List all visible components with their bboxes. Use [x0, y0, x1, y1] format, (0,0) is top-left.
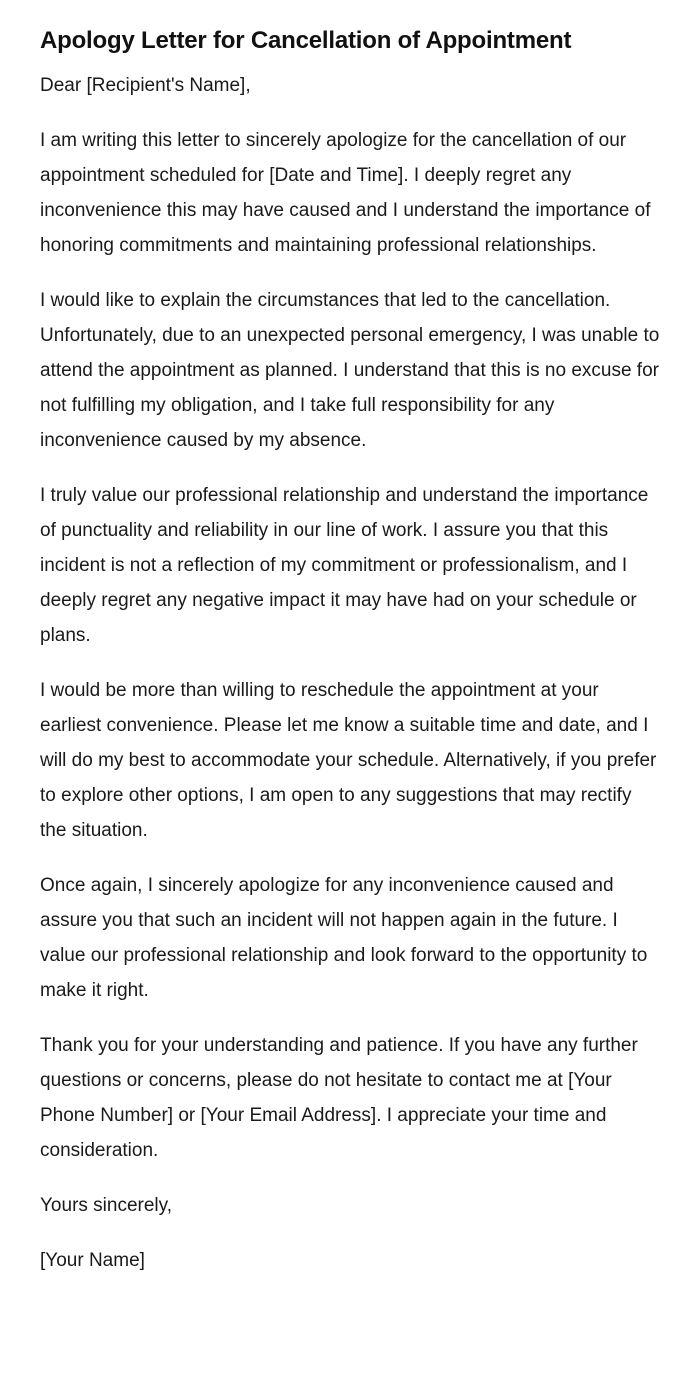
letter-paragraph-6: Thank you for your understanding and patience. If you have any further questions or concerns, please do not hesitate to contact me at [Your Phone Number] or [Your Email Address]. I appreciate your time and consideration.	[40, 1035, 638, 1161]
letter-signature: [Your Name]	[40, 1250, 145, 1271]
letter-paragraph-5: Once again, I sincerely apologize for any inconvenience caused and assure you that such an incident will not happen again in the future. I value our professional relationship and look forward to the opportunity to make it right.	[40, 875, 648, 1001]
letter-title: Apology Letter for Cancellation of Appointment	[40, 27, 572, 54]
letter-salutation: Dear [Recipient's Name],	[40, 75, 251, 96]
letter-paragraph-4: I would be more than willing to reschedule the appointment at your earliest convenience. Please let me know a suitable time and date, and I will do my best to accommodate your schedule. Alternatively, if you prefer to explore other options, I am open to any suggestions that may rectify the situation.	[40, 680, 657, 841]
letter-paragraph-3: I truly value our professional relationship and understand the importance of punctuality and reliability in our line of work. I assure you that this incident is not a reflection of my commitment or professionalism, and I deeply regret any negative impact it may have had on your schedule or plans.	[40, 485, 649, 646]
letter-paragraph-2: I would like to explain the circumstances that led to the cancellation. Unfortunately, due to an unexpected personal emergency, I was unable to attend the appointment as planned. I understand that this is no excuse for not fulfilling my obligation, and I take full responsibility for any inconvenience caused by my absence.	[40, 290, 660, 451]
letter-paragraph-1: I am writing this letter to sincerely apologize for the cancellation of our appointment scheduled for [Date and Time]. I deeply regret any inconvenience this may have caused and I understand the importance of honoring commitments and maintaining professional relationships.	[40, 130, 651, 256]
letter-closing: Yours sincerely,	[40, 1195, 173, 1216]
